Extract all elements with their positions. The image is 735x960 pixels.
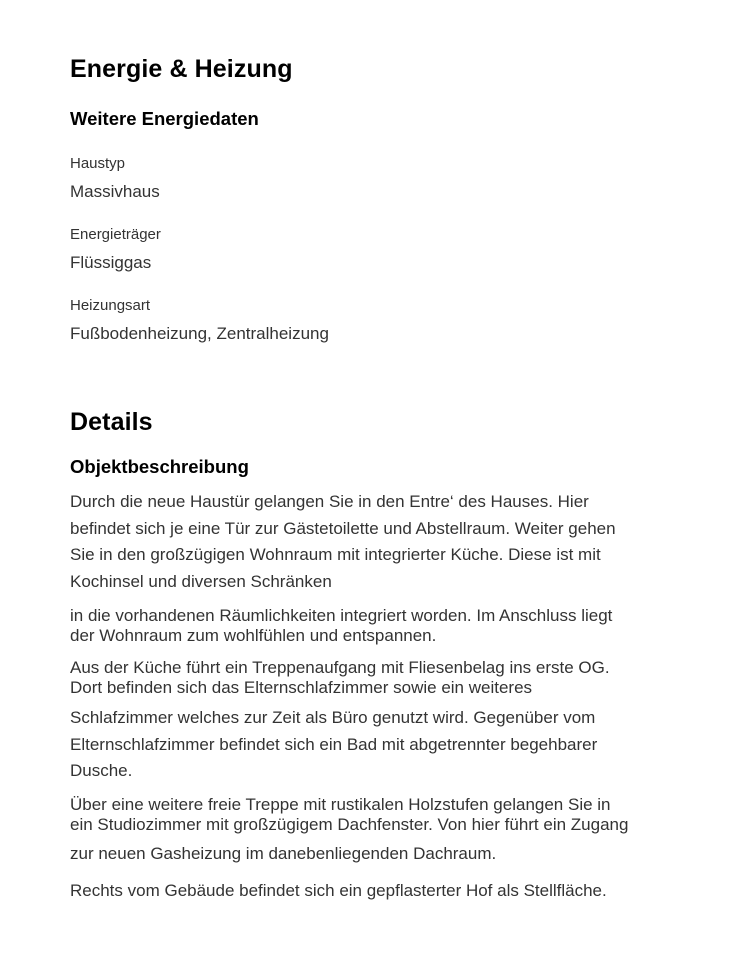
description-line: zur neuen Gasheizung im danebenliegenden Dachraum. bbox=[70, 843, 497, 863]
attribute-label: Energieträger bbox=[70, 226, 161, 243]
content bbox=[70, 52, 685, 905]
attribute-label: Haustyp bbox=[70, 155, 126, 172]
attribute-energietraeger bbox=[70, 225, 685, 275]
attribute-heizungsart bbox=[70, 296, 685, 346]
description-line: befindet sich je eine Tür zur Gästetoilette und Abstellraum. Weiter gehen bbox=[70, 518, 616, 538]
details-subtitle: Objektbeschreibung bbox=[70, 456, 249, 477]
energy-title: Energie & Heizung bbox=[70, 55, 293, 83]
description-line: Über eine weitere freie Treppe mit rustikalen Holzstufen gelangen Sie in bbox=[70, 794, 611, 814]
description-line: Elternschlafzimmer befindet sich ein Bad mit abgetrennter begehbarer bbox=[70, 734, 598, 754]
attribute-value: Fußbodenheizung, Zentralheizung bbox=[70, 324, 329, 343]
details-section bbox=[70, 405, 685, 905]
details-title: Details bbox=[70, 408, 153, 436]
description-line: Durch die neue Haustür gelangen Sie in den Entre‘ des Hauses. Hier bbox=[70, 492, 589, 511]
description-line: Dusche. bbox=[70, 761, 133, 780]
description-paragraph bbox=[70, 489, 685, 595]
description-line: Rechts vom Gebäude befindet sich ein gepflasterter Hof als Stellfläche. bbox=[70, 881, 607, 900]
description-paragraph bbox=[70, 878, 685, 905]
description-line: ein Studiozimmer mit großzügigem Dachfenster. Von hier führt ein Zugang bbox=[70, 814, 629, 834]
attribute-haustyp bbox=[70, 154, 685, 204]
description-line: Aus der Küche führt ein Treppenaufgang mit Fliesenbelag ins erste OG. bbox=[70, 658, 610, 677]
description-paragraph bbox=[70, 606, 685, 646]
description-paragraph bbox=[70, 658, 685, 785]
description-line: Kochinsel und diversen Schränken bbox=[70, 571, 332, 591]
description-line: Dort befinden sich das Elternschlafzimmer sowie ein weiteres bbox=[70, 678, 533, 697]
attribute-value: Flüssiggas bbox=[70, 253, 152, 272]
description-line: in die vorhandenen Räumlichkeiten integriert worden. Im Anschluss liegt bbox=[70, 606, 613, 625]
description-line: Schlafzimmer welches zur Zeit als Büro genutzt wird. Gegenüber vom bbox=[70, 708, 596, 727]
description-paragraph bbox=[70, 795, 685, 868]
attribute-value: Massivhaus bbox=[70, 182, 160, 201]
attribute-label: Heizungsart bbox=[70, 297, 151, 314]
description-line: der Wohnraum zum wohlfühlen und entspannen. bbox=[70, 626, 437, 645]
description-line: Sie in den großzügigen Wohnraum mit integrierter Küche. Diese ist mit bbox=[70, 545, 601, 564]
energy-subtitle: Weitere Energiedaten bbox=[70, 108, 259, 129]
energy-section bbox=[70, 52, 685, 346]
